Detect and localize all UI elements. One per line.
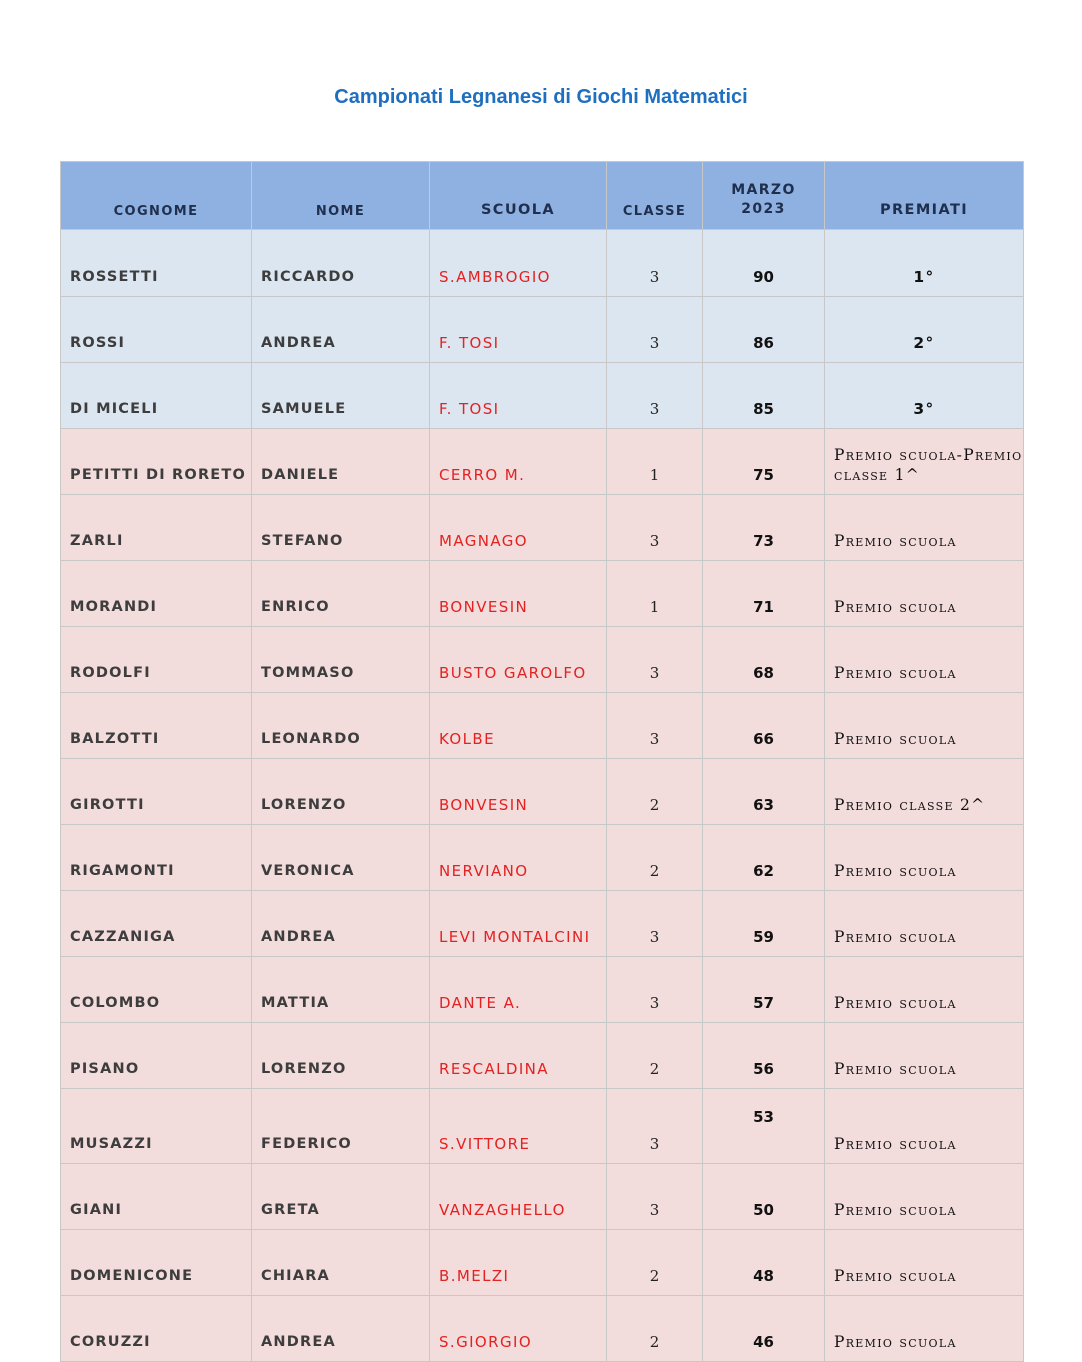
cell-cognome: ROSSI: [61, 297, 252, 363]
cell-scuola: S.GIORGIO: [430, 1296, 607, 1362]
cell-nome: FEDERICO: [252, 1089, 430, 1164]
cell-nome: SAMUELE: [252, 363, 430, 429]
table-row: [61, 1230, 1024, 1296]
cell-classe: 3: [607, 297, 703, 363]
cell-classe: 3: [607, 1089, 703, 1164]
cell-premio: Premio classe 2^: [825, 759, 1024, 825]
cell-premio: Premio scuola: [825, 1089, 1024, 1164]
cell-cognome: RODOLFI: [61, 627, 252, 693]
header-cognome: COGNOME: [61, 162, 252, 230]
cell-punteggio: 46: [703, 1296, 825, 1362]
cell-nome: GRETA: [252, 1164, 430, 1230]
cell-scuola: F. TOSI: [430, 297, 607, 363]
table-row: [61, 759, 1024, 825]
cell-nome: DANIELE: [252, 429, 430, 495]
cell-scuola: F. TOSI: [430, 363, 607, 429]
cell-premio: Premio scuola: [825, 891, 1024, 957]
cell-cognome: DOMENICONE: [61, 1230, 252, 1296]
cell-scuola: S.AMBROGIO: [430, 230, 607, 297]
cell-nome: TOMMASO: [252, 627, 430, 693]
cell-classe: 2: [607, 1023, 703, 1089]
cell-premio: Premio scuola: [825, 627, 1024, 693]
cell-scuola: BUSTO GAROLFO: [430, 627, 607, 693]
cell-classe: 3: [607, 1164, 703, 1230]
cell-premio: 1°: [825, 230, 1024, 297]
cell-classe: 1: [607, 561, 703, 627]
cell-punteggio: 86: [703, 297, 825, 363]
header-scuola: SCUOLA: [430, 162, 607, 230]
table-row: [61, 957, 1024, 1023]
cell-nome: MATTIA: [252, 957, 430, 1023]
cell-cognome: COLOMBO: [61, 957, 252, 1023]
cell-scuola: CERRO M.: [430, 429, 607, 495]
cell-punteggio: 56: [703, 1023, 825, 1089]
header-nome: NOME: [252, 162, 430, 230]
cell-nome: STEFANO: [252, 495, 430, 561]
cell-premio: Premio scuola: [825, 825, 1024, 891]
results-body: [61, 230, 1024, 1362]
table-row: [61, 1164, 1024, 1230]
table-row: [61, 230, 1024, 297]
page-title: Campionati Legnanesi di Giochi Matematici: [334, 86, 748, 108]
header-classe: CLASSE: [607, 162, 703, 230]
results-table: [60, 161, 1024, 1362]
cell-cognome: BALZOTTI: [61, 693, 252, 759]
header-row: [61, 162, 1024, 230]
cell-cognome: PETITTI DI RORETO: [61, 429, 252, 495]
cell-classe: 3: [607, 230, 703, 297]
cell-nome: ANDREA: [252, 891, 430, 957]
cell-scuola: B.MELZI: [430, 1230, 607, 1296]
cell-classe: 2: [607, 759, 703, 825]
cell-nome: RICCARDO: [252, 230, 430, 297]
cell-cognome: ZARLI: [61, 495, 252, 561]
cell-nome: LEONARDO: [252, 693, 430, 759]
cell-punteggio: 85: [703, 363, 825, 429]
cell-cognome: GIANI: [61, 1164, 252, 1230]
cell-premio: 2°: [825, 297, 1024, 363]
table-row: [61, 1089, 1024, 1164]
cell-premio: Premio scuola: [825, 1023, 1024, 1089]
cell-punteggio: 63: [703, 759, 825, 825]
cell-classe: 2: [607, 825, 703, 891]
table-row: [61, 627, 1024, 693]
table-row: [61, 495, 1024, 561]
cell-punteggio: 66: [703, 693, 825, 759]
cell-scuola: LEVI MONTALCINI: [430, 891, 607, 957]
cell-punteggio: 57: [703, 957, 825, 1023]
cell-nome: VERONICA: [252, 825, 430, 891]
cell-scuola: DANTE A.: [430, 957, 607, 1023]
table-row: [61, 561, 1024, 627]
cell-cognome: ROSSETTI: [61, 230, 252, 297]
cell-scuola: BONVESIN: [430, 561, 607, 627]
cell-nome: ANDREA: [252, 1296, 430, 1362]
cell-scuola: RESCALDINA: [430, 1023, 607, 1089]
cell-classe: 3: [607, 363, 703, 429]
cell-punteggio: 68: [703, 627, 825, 693]
cell-scuola: MAGNAGO: [430, 495, 607, 561]
cell-cognome: CAZZANIGA: [61, 891, 252, 957]
cell-scuola: S.VITTORE: [430, 1089, 607, 1164]
cell-nome: LORENZO: [252, 1023, 430, 1089]
header-premiati: PREMIATI: [825, 162, 1024, 230]
cell-classe: 3: [607, 627, 703, 693]
cell-premio: Premio scuola: [825, 495, 1024, 561]
cell-scuola: KOLBE: [430, 693, 607, 759]
cell-premio: Premio scuola-Premio classe 1^: [825, 429, 1024, 495]
cell-punteggio: 48: [703, 1230, 825, 1296]
cell-punteggio: 90: [703, 230, 825, 297]
cell-premio: Premio scuola: [825, 1164, 1024, 1230]
cell-premio: 3°: [825, 363, 1024, 429]
cell-premio: Premio scuola: [825, 1230, 1024, 1296]
cell-cognome: CORUZZI: [61, 1296, 252, 1362]
cell-classe: 3: [607, 495, 703, 561]
header-marzo-line1: MARZO: [731, 182, 796, 198]
cell-punteggio: 75: [703, 429, 825, 495]
table-row: [61, 297, 1024, 363]
cell-punteggio: 62: [703, 825, 825, 891]
table-row: [61, 1296, 1024, 1362]
cell-premio: Premio scuola: [825, 693, 1024, 759]
table-row: [61, 363, 1024, 429]
table-row: [61, 1023, 1024, 1089]
cell-cognome: MUSAZZI: [61, 1089, 252, 1164]
cell-punteggio: 50: [703, 1164, 825, 1230]
cell-classe: 2: [607, 1296, 703, 1362]
cell-classe: 3: [607, 891, 703, 957]
cell-nome: ENRICO: [252, 561, 430, 627]
cell-scuola: BONVESIN: [430, 759, 607, 825]
cell-cognome: PISANO: [61, 1023, 252, 1089]
cell-cognome: MORANDI: [61, 561, 252, 627]
cell-nome: LORENZO: [252, 759, 430, 825]
cell-punteggio: 53: [703, 1089, 825, 1164]
cell-classe: 2: [607, 1230, 703, 1296]
cell-punteggio: 73: [703, 495, 825, 561]
cell-scuola: NERVIANO: [430, 825, 607, 891]
cell-punteggio: 71: [703, 561, 825, 627]
cell-cognome: RIGAMONTI: [61, 825, 252, 891]
cell-cognome: GIROTTI: [61, 759, 252, 825]
cell-cognome: DI MICELI: [61, 363, 252, 429]
table-row: [61, 825, 1024, 891]
cell-scuola: VANZAGHELLO: [430, 1164, 607, 1230]
cell-premio: Premio scuola: [825, 957, 1024, 1023]
table-row: [61, 693, 1024, 759]
cell-nome: CHIARA: [252, 1230, 430, 1296]
table-row: [61, 891, 1024, 957]
cell-premio: Premio scuola: [825, 1296, 1024, 1362]
header-marzo-line2: 2023: [741, 201, 786, 217]
cell-punteggio: 59: [703, 891, 825, 957]
cell-premio: Premio scuola: [825, 561, 1024, 627]
cell-classe: 1: [607, 429, 703, 495]
cell-nome: ANDREA: [252, 297, 430, 363]
cell-classe: 3: [607, 957, 703, 1023]
header-marzo-2023: [703, 162, 825, 230]
table-row: [61, 429, 1024, 495]
cell-classe: 3: [607, 693, 703, 759]
